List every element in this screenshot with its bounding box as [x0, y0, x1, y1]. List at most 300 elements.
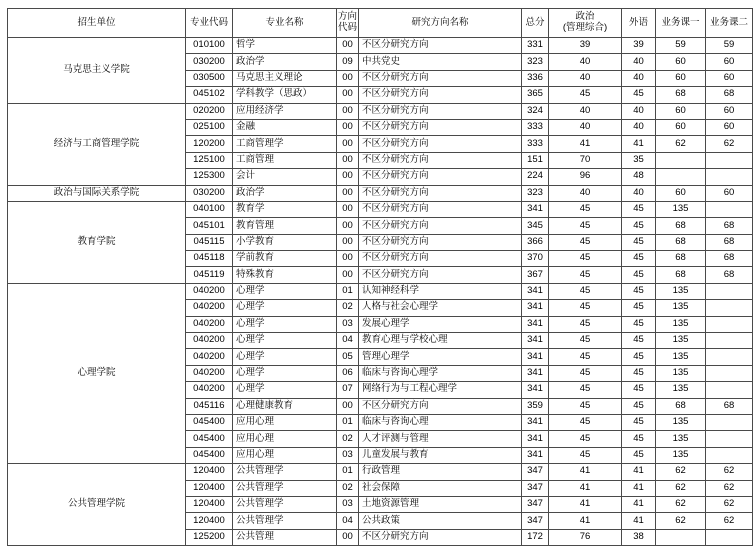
- course-one-score-cell: 59: [656, 38, 706, 54]
- foreign-language-score-cell: 45: [622, 300, 656, 316]
- foreign-language-score-cell: 45: [622, 218, 656, 234]
- politics-score-cell: 41: [549, 480, 622, 496]
- header-politics-subtitle: (管理综合): [562, 22, 608, 33]
- unit-cell: 马克思主义学院: [8, 38, 186, 104]
- major-name-cell: 公共管理学: [233, 513, 337, 529]
- major-code-cell: 045118: [186, 251, 233, 267]
- header-course-two: 业务课二: [706, 9, 753, 38]
- course-one-score-cell: 68: [656, 87, 706, 103]
- direction-code-cell: 02: [337, 300, 359, 316]
- foreign-language-score-cell: 45: [622, 382, 656, 398]
- course-two-score-cell: 68: [706, 218, 753, 234]
- foreign-language-score-cell: 41: [622, 513, 656, 529]
- course-two-score-cell: 60: [706, 70, 753, 86]
- direction-name-cell: 认知神经科学: [359, 283, 522, 299]
- foreign-language-score-cell: 40: [622, 119, 656, 135]
- politics-score-cell: 45: [549, 234, 622, 250]
- direction-name-cell: 社会保障: [359, 480, 522, 496]
- total-score-cell: 341: [522, 447, 549, 463]
- major-code-cell: 045400: [186, 447, 233, 463]
- politics-score-cell: 40: [549, 54, 622, 70]
- direction-code-cell: 01: [337, 414, 359, 430]
- total-score-cell: 151: [522, 152, 549, 168]
- course-two-score-cell: 62: [706, 480, 753, 496]
- direction-code-cell: 00: [337, 70, 359, 86]
- major-name-cell: 特殊教育: [233, 267, 337, 283]
- unit-cell: 心理学院: [8, 283, 186, 463]
- total-score-cell: 323: [522, 54, 549, 70]
- direction-code-cell: 00: [337, 201, 359, 217]
- major-code-cell: 045400: [186, 431, 233, 447]
- major-name-cell: 心理学: [233, 300, 337, 316]
- politics-score-cell: 45: [549, 300, 622, 316]
- course-two-score-cell: [706, 152, 753, 168]
- header-politics-title: 政治: [575, 11, 595, 23]
- direction-name-cell: 不区分研究方向: [359, 169, 522, 185]
- major-name-cell: 学前教育: [233, 251, 337, 267]
- course-one-score-cell: 68: [656, 234, 706, 250]
- direction-code-cell: 00: [337, 267, 359, 283]
- major-name-cell: 工商管理: [233, 152, 337, 168]
- major-name-cell: 心理学: [233, 365, 337, 381]
- total-score-cell: 341: [522, 201, 549, 217]
- foreign-language-score-cell: 40: [622, 54, 656, 70]
- major-code-cell: 040200: [186, 382, 233, 398]
- direction-code-cell: 06: [337, 365, 359, 381]
- direction-code-cell: 04: [337, 513, 359, 529]
- course-one-score-cell: 68: [656, 218, 706, 234]
- total-score-cell: 341: [522, 382, 549, 398]
- total-score-cell: 347: [522, 464, 549, 480]
- course-two-score-cell: [706, 300, 753, 316]
- major-code-cell: 125300: [186, 169, 233, 185]
- course-one-score-cell: 135: [656, 365, 706, 381]
- course-one-score-cell: 135: [656, 382, 706, 398]
- direction-name-cell: 不区分研究方向: [359, 251, 522, 267]
- major-code-cell: 040200: [186, 365, 233, 381]
- total-score-cell: 341: [522, 349, 549, 365]
- foreign-language-score-cell: 45: [622, 365, 656, 381]
- major-code-cell: 040200: [186, 316, 233, 332]
- total-score-cell: 324: [522, 103, 549, 119]
- foreign-language-score-cell: 45: [622, 349, 656, 365]
- total-score-cell: 323: [522, 185, 549, 201]
- header-total-score: 总分: [522, 9, 549, 38]
- foreign-language-score-cell: 45: [622, 414, 656, 430]
- total-score-cell: 359: [522, 398, 549, 414]
- politics-score-cell: 70: [549, 152, 622, 168]
- total-score-cell: 370: [522, 251, 549, 267]
- major-code-cell: 040200: [186, 300, 233, 316]
- major-name-cell: 会计: [233, 169, 337, 185]
- course-two-score-cell: [706, 414, 753, 430]
- direction-name-cell: 公共政策: [359, 513, 522, 529]
- header-direction-name: 研究方向名称: [359, 9, 522, 38]
- major-code-cell: 120400: [186, 480, 233, 496]
- course-one-score-cell: 62: [656, 496, 706, 512]
- total-score-cell: 336: [522, 70, 549, 86]
- direction-code-cell: 03: [337, 496, 359, 512]
- total-score-cell: 347: [522, 480, 549, 496]
- major-name-cell: 应用心理: [233, 414, 337, 430]
- course-one-score-cell: 135: [656, 349, 706, 365]
- direction-code-cell: 05: [337, 349, 359, 365]
- major-name-cell: 学科教学（思政）: [233, 87, 337, 103]
- politics-score-cell: 45: [549, 398, 622, 414]
- major-code-cell: 030500: [186, 70, 233, 86]
- direction-name-cell: 不区分研究方向: [359, 87, 522, 103]
- foreign-language-score-cell: 41: [622, 496, 656, 512]
- politics-score-cell: 40: [549, 70, 622, 86]
- direction-name-cell: 不区分研究方向: [359, 201, 522, 217]
- politics-score-cell: 45: [549, 267, 622, 283]
- course-two-score-cell: 59: [706, 38, 753, 54]
- score-table: [7, 8, 753, 546]
- major-code-cell: 030200: [186, 54, 233, 70]
- header-unit: 招生单位: [8, 9, 186, 38]
- header-foreign-language: 外语: [622, 9, 656, 38]
- foreign-language-score-cell: 45: [622, 447, 656, 463]
- course-one-score-cell: 135: [656, 283, 706, 299]
- foreign-language-score-cell: 45: [622, 431, 656, 447]
- major-code-cell: 040200: [186, 333, 233, 349]
- major-code-cell: 045119: [186, 267, 233, 283]
- politics-score-cell: 45: [549, 87, 622, 103]
- direction-code-cell: 00: [337, 234, 359, 250]
- politics-score-cell: 45: [549, 382, 622, 398]
- direction-name-cell: 网络行为与工程心理学: [359, 382, 522, 398]
- direction-code-cell: 00: [337, 398, 359, 414]
- total-score-cell: 347: [522, 513, 549, 529]
- foreign-language-score-cell: 45: [622, 201, 656, 217]
- direction-code-cell: 00: [337, 103, 359, 119]
- politics-score-cell: 41: [549, 136, 622, 152]
- course-two-score-cell: [706, 365, 753, 381]
- politics-score-cell: 45: [549, 316, 622, 332]
- foreign-language-score-cell: 45: [622, 87, 656, 103]
- foreign-language-score-cell: 41: [622, 136, 656, 152]
- major-name-cell: 金融: [233, 119, 337, 135]
- direction-code-cell: 00: [337, 119, 359, 135]
- politics-score-cell: 45: [549, 218, 622, 234]
- major-name-cell: 心理学: [233, 382, 337, 398]
- course-one-score-cell: 60: [656, 70, 706, 86]
- direction-name-cell: 不区分研究方向: [359, 185, 522, 201]
- foreign-language-score-cell: 45: [622, 333, 656, 349]
- total-score-cell: 341: [522, 431, 549, 447]
- table-row: [8, 464, 753, 480]
- table-row: [8, 201, 753, 217]
- course-one-score-cell: 135: [656, 201, 706, 217]
- table-body: [8, 38, 753, 546]
- course-one-score-cell: 135: [656, 414, 706, 430]
- direction-name-cell: 不区分研究方向: [359, 267, 522, 283]
- total-score-cell: 341: [522, 365, 549, 381]
- direction-code-cell: 03: [337, 316, 359, 332]
- direction-code-cell: 00: [337, 87, 359, 103]
- unit-cell: 教育学院: [8, 201, 186, 283]
- direction-name-cell: 不区分研究方向: [359, 529, 522, 545]
- course-one-score-cell: 68: [656, 267, 706, 283]
- course-one-score-cell: 60: [656, 103, 706, 119]
- total-score-cell: 224: [522, 169, 549, 185]
- unit-cell: 政治与国际关系学院: [8, 185, 186, 201]
- foreign-language-score-cell: 41: [622, 480, 656, 496]
- major-code-cell: 010100: [186, 38, 233, 54]
- direction-name-cell: 不区分研究方向: [359, 70, 522, 86]
- direction-code-cell: 04: [337, 333, 359, 349]
- major-name-cell: 应用心理: [233, 431, 337, 447]
- course-one-score-cell: 60: [656, 54, 706, 70]
- politics-score-cell: 40: [549, 185, 622, 201]
- course-two-score-cell: 62: [706, 513, 753, 529]
- course-two-score-cell: 60: [706, 103, 753, 119]
- direction-name-cell: 教育心理与学校心理: [359, 333, 522, 349]
- direction-code-cell: 00: [337, 169, 359, 185]
- total-score-cell: 366: [522, 234, 549, 250]
- major-code-cell: 045116: [186, 398, 233, 414]
- total-score-cell: 341: [522, 283, 549, 299]
- course-one-score-cell: 60: [656, 119, 706, 135]
- major-code-cell: 120400: [186, 496, 233, 512]
- foreign-language-score-cell: 40: [622, 103, 656, 119]
- table-row: [8, 185, 753, 201]
- direction-name-cell: 人格与社会心理学: [359, 300, 522, 316]
- course-two-score-cell: [706, 333, 753, 349]
- foreign-language-score-cell: 45: [622, 283, 656, 299]
- header-politics: [549, 9, 622, 38]
- major-name-cell: 政治学: [233, 54, 337, 70]
- total-score-cell: 367: [522, 267, 549, 283]
- total-score-cell: 331: [522, 38, 549, 54]
- direction-name-cell: 不区分研究方向: [359, 398, 522, 414]
- major-code-cell: 045101: [186, 218, 233, 234]
- major-name-cell: 心理学: [233, 349, 337, 365]
- direction-name-cell: 管理心理学: [359, 349, 522, 365]
- course-two-score-cell: [706, 529, 753, 545]
- politics-score-cell: 45: [549, 201, 622, 217]
- major-code-cell: 040200: [186, 283, 233, 299]
- table-header: [8, 9, 753, 38]
- course-two-score-cell: [706, 349, 753, 365]
- total-score-cell: 365: [522, 87, 549, 103]
- politics-score-cell: 45: [549, 251, 622, 267]
- course-two-score-cell: 68: [706, 251, 753, 267]
- major-code-cell: 045102: [186, 87, 233, 103]
- major-name-cell: 马克思主义理论: [233, 70, 337, 86]
- major-name-cell: 公共管理: [233, 529, 337, 545]
- course-two-score-cell: 62: [706, 496, 753, 512]
- table-row: [8, 38, 753, 54]
- course-two-score-cell: [706, 447, 753, 463]
- direction-name-cell: 行政管理: [359, 464, 522, 480]
- total-score-cell: 341: [522, 414, 549, 430]
- politics-score-cell: 41: [549, 464, 622, 480]
- header-major-name: 专业名称: [233, 9, 337, 38]
- direction-code-cell: 09: [337, 54, 359, 70]
- direction-code-cell: 00: [337, 38, 359, 54]
- direction-name-cell: 中共党史: [359, 54, 522, 70]
- direction-name-cell: 人才评测与管理: [359, 431, 522, 447]
- direction-code-cell: 00: [337, 136, 359, 152]
- foreign-language-score-cell: 38: [622, 529, 656, 545]
- major-name-cell: 教育学: [233, 201, 337, 217]
- politics-score-cell: 40: [549, 119, 622, 135]
- total-score-cell: 172: [522, 529, 549, 545]
- direction-name-cell: 不区分研究方向: [359, 234, 522, 250]
- politics-score-cell: 41: [549, 513, 622, 529]
- politics-score-cell: 76: [549, 529, 622, 545]
- course-two-score-cell: 62: [706, 464, 753, 480]
- major-code-cell: 045400: [186, 414, 233, 430]
- course-one-score-cell: 135: [656, 300, 706, 316]
- header-major-code: 专业代码: [186, 9, 233, 38]
- direction-code-cell: 00: [337, 251, 359, 267]
- major-name-cell: 教育管理: [233, 218, 337, 234]
- direction-code-cell: 01: [337, 464, 359, 480]
- course-two-score-cell: [706, 382, 753, 398]
- direction-code-cell: 00: [337, 185, 359, 201]
- major-name-cell: 应用心理: [233, 447, 337, 463]
- major-code-cell: 125200: [186, 529, 233, 545]
- total-score-cell: 341: [522, 300, 549, 316]
- direction-name-cell: 不区分研究方向: [359, 103, 522, 119]
- major-name-cell: 哲学: [233, 38, 337, 54]
- course-one-score-cell: [656, 152, 706, 168]
- course-two-score-cell: [706, 201, 753, 217]
- course-two-score-cell: 60: [706, 185, 753, 201]
- major-code-cell: 120200: [186, 136, 233, 152]
- header-course-one: 业务课一: [656, 9, 706, 38]
- major-name-cell: 小学教育: [233, 234, 337, 250]
- major-code-cell: 040100: [186, 201, 233, 217]
- politics-score-cell: 45: [549, 414, 622, 430]
- course-two-score-cell: 68: [706, 234, 753, 250]
- course-two-score-cell: 62: [706, 136, 753, 152]
- major-code-cell: 120400: [186, 513, 233, 529]
- major-code-cell: 030200: [186, 185, 233, 201]
- direction-code-cell: 03: [337, 447, 359, 463]
- foreign-language-score-cell: 45: [622, 234, 656, 250]
- major-name-cell: 心理学: [233, 283, 337, 299]
- table-row: [8, 283, 753, 299]
- foreign-language-score-cell: 45: [622, 267, 656, 283]
- course-one-score-cell: 62: [656, 136, 706, 152]
- direction-code-cell: 00: [337, 218, 359, 234]
- direction-name-cell: 不区分研究方向: [359, 38, 522, 54]
- direction-name-cell: 不区分研究方向: [359, 119, 522, 135]
- total-score-cell: 341: [522, 316, 549, 332]
- major-code-cell: 025100: [186, 119, 233, 135]
- foreign-language-score-cell: 41: [622, 464, 656, 480]
- course-one-score-cell: 62: [656, 464, 706, 480]
- foreign-language-score-cell: 45: [622, 251, 656, 267]
- politics-score-cell: 45: [549, 365, 622, 381]
- politics-score-cell: 45: [549, 283, 622, 299]
- course-one-score-cell: 135: [656, 431, 706, 447]
- foreign-language-score-cell: 35: [622, 152, 656, 168]
- direction-code-cell: 02: [337, 431, 359, 447]
- direction-code-cell: 01: [337, 283, 359, 299]
- course-two-score-cell: 68: [706, 87, 753, 103]
- direction-name-cell: 儿童发展与教育: [359, 447, 522, 463]
- major-name-cell: 公共管理学: [233, 496, 337, 512]
- direction-name-cell: 临床与咨询心理学: [359, 365, 522, 381]
- direction-code-cell: 00: [337, 529, 359, 545]
- course-one-score-cell: [656, 169, 706, 185]
- course-two-score-cell: [706, 169, 753, 185]
- header-direction-code: 方向代码: [337, 9, 359, 38]
- major-name-cell: 心理学: [233, 333, 337, 349]
- politics-score-cell: 45: [549, 349, 622, 365]
- major-name-cell: 工商管理学: [233, 136, 337, 152]
- major-name-cell: 应用经济学: [233, 103, 337, 119]
- total-score-cell: 333: [522, 119, 549, 135]
- course-two-score-cell: [706, 431, 753, 447]
- total-score-cell: 341: [522, 333, 549, 349]
- direction-code-cell: 07: [337, 382, 359, 398]
- politics-score-cell: 41: [549, 496, 622, 512]
- foreign-language-score-cell: 39: [622, 38, 656, 54]
- course-one-score-cell: 62: [656, 513, 706, 529]
- foreign-language-score-cell: 40: [622, 185, 656, 201]
- total-score-cell: 347: [522, 496, 549, 512]
- unit-cell: 公共管理学院: [8, 464, 186, 546]
- politics-score-cell: 96: [549, 169, 622, 185]
- course-one-score-cell: 62: [656, 480, 706, 496]
- major-code-cell: 020200: [186, 103, 233, 119]
- direction-name-cell: 不区分研究方向: [359, 136, 522, 152]
- politics-score-cell: 45: [549, 333, 622, 349]
- course-one-score-cell: 60: [656, 185, 706, 201]
- politics-score-cell: 39: [549, 38, 622, 54]
- course-one-score-cell: 68: [656, 398, 706, 414]
- header-row: [8, 9, 753, 38]
- course-two-score-cell: [706, 283, 753, 299]
- politics-score-cell: 45: [549, 447, 622, 463]
- major-name-cell: 公共管理学: [233, 464, 337, 480]
- politics-score-cell: 45: [549, 431, 622, 447]
- course-one-score-cell: 135: [656, 316, 706, 332]
- major-code-cell: 040200: [186, 349, 233, 365]
- total-score-cell: 333: [522, 136, 549, 152]
- major-name-cell: 政治学: [233, 185, 337, 201]
- course-one-score-cell: 135: [656, 447, 706, 463]
- course-one-score-cell: [656, 529, 706, 545]
- direction-name-cell: 临床与咨询心理: [359, 414, 522, 430]
- direction-name-cell: 土地资源管理: [359, 496, 522, 512]
- foreign-language-score-cell: 48: [622, 169, 656, 185]
- direction-name-cell: 不区分研究方向: [359, 218, 522, 234]
- major-name-cell: 心理学: [233, 316, 337, 332]
- course-two-score-cell: 60: [706, 54, 753, 70]
- major-code-cell: 045115: [186, 234, 233, 250]
- table-row: [8, 103, 753, 119]
- total-score-cell: 345: [522, 218, 549, 234]
- direction-name-cell: 发展心理学: [359, 316, 522, 332]
- course-two-score-cell: 68: [706, 398, 753, 414]
- foreign-language-score-cell: 45: [622, 316, 656, 332]
- course-two-score-cell: [706, 316, 753, 332]
- direction-code-cell: 02: [337, 480, 359, 496]
- politics-score-cell: 40: [549, 103, 622, 119]
- course-one-score-cell: 68: [656, 251, 706, 267]
- direction-name-cell: 不区分研究方向: [359, 152, 522, 168]
- course-two-score-cell: 68: [706, 267, 753, 283]
- direction-code-cell: 00: [337, 152, 359, 168]
- foreign-language-score-cell: 45: [622, 398, 656, 414]
- course-two-score-cell: 60: [706, 119, 753, 135]
